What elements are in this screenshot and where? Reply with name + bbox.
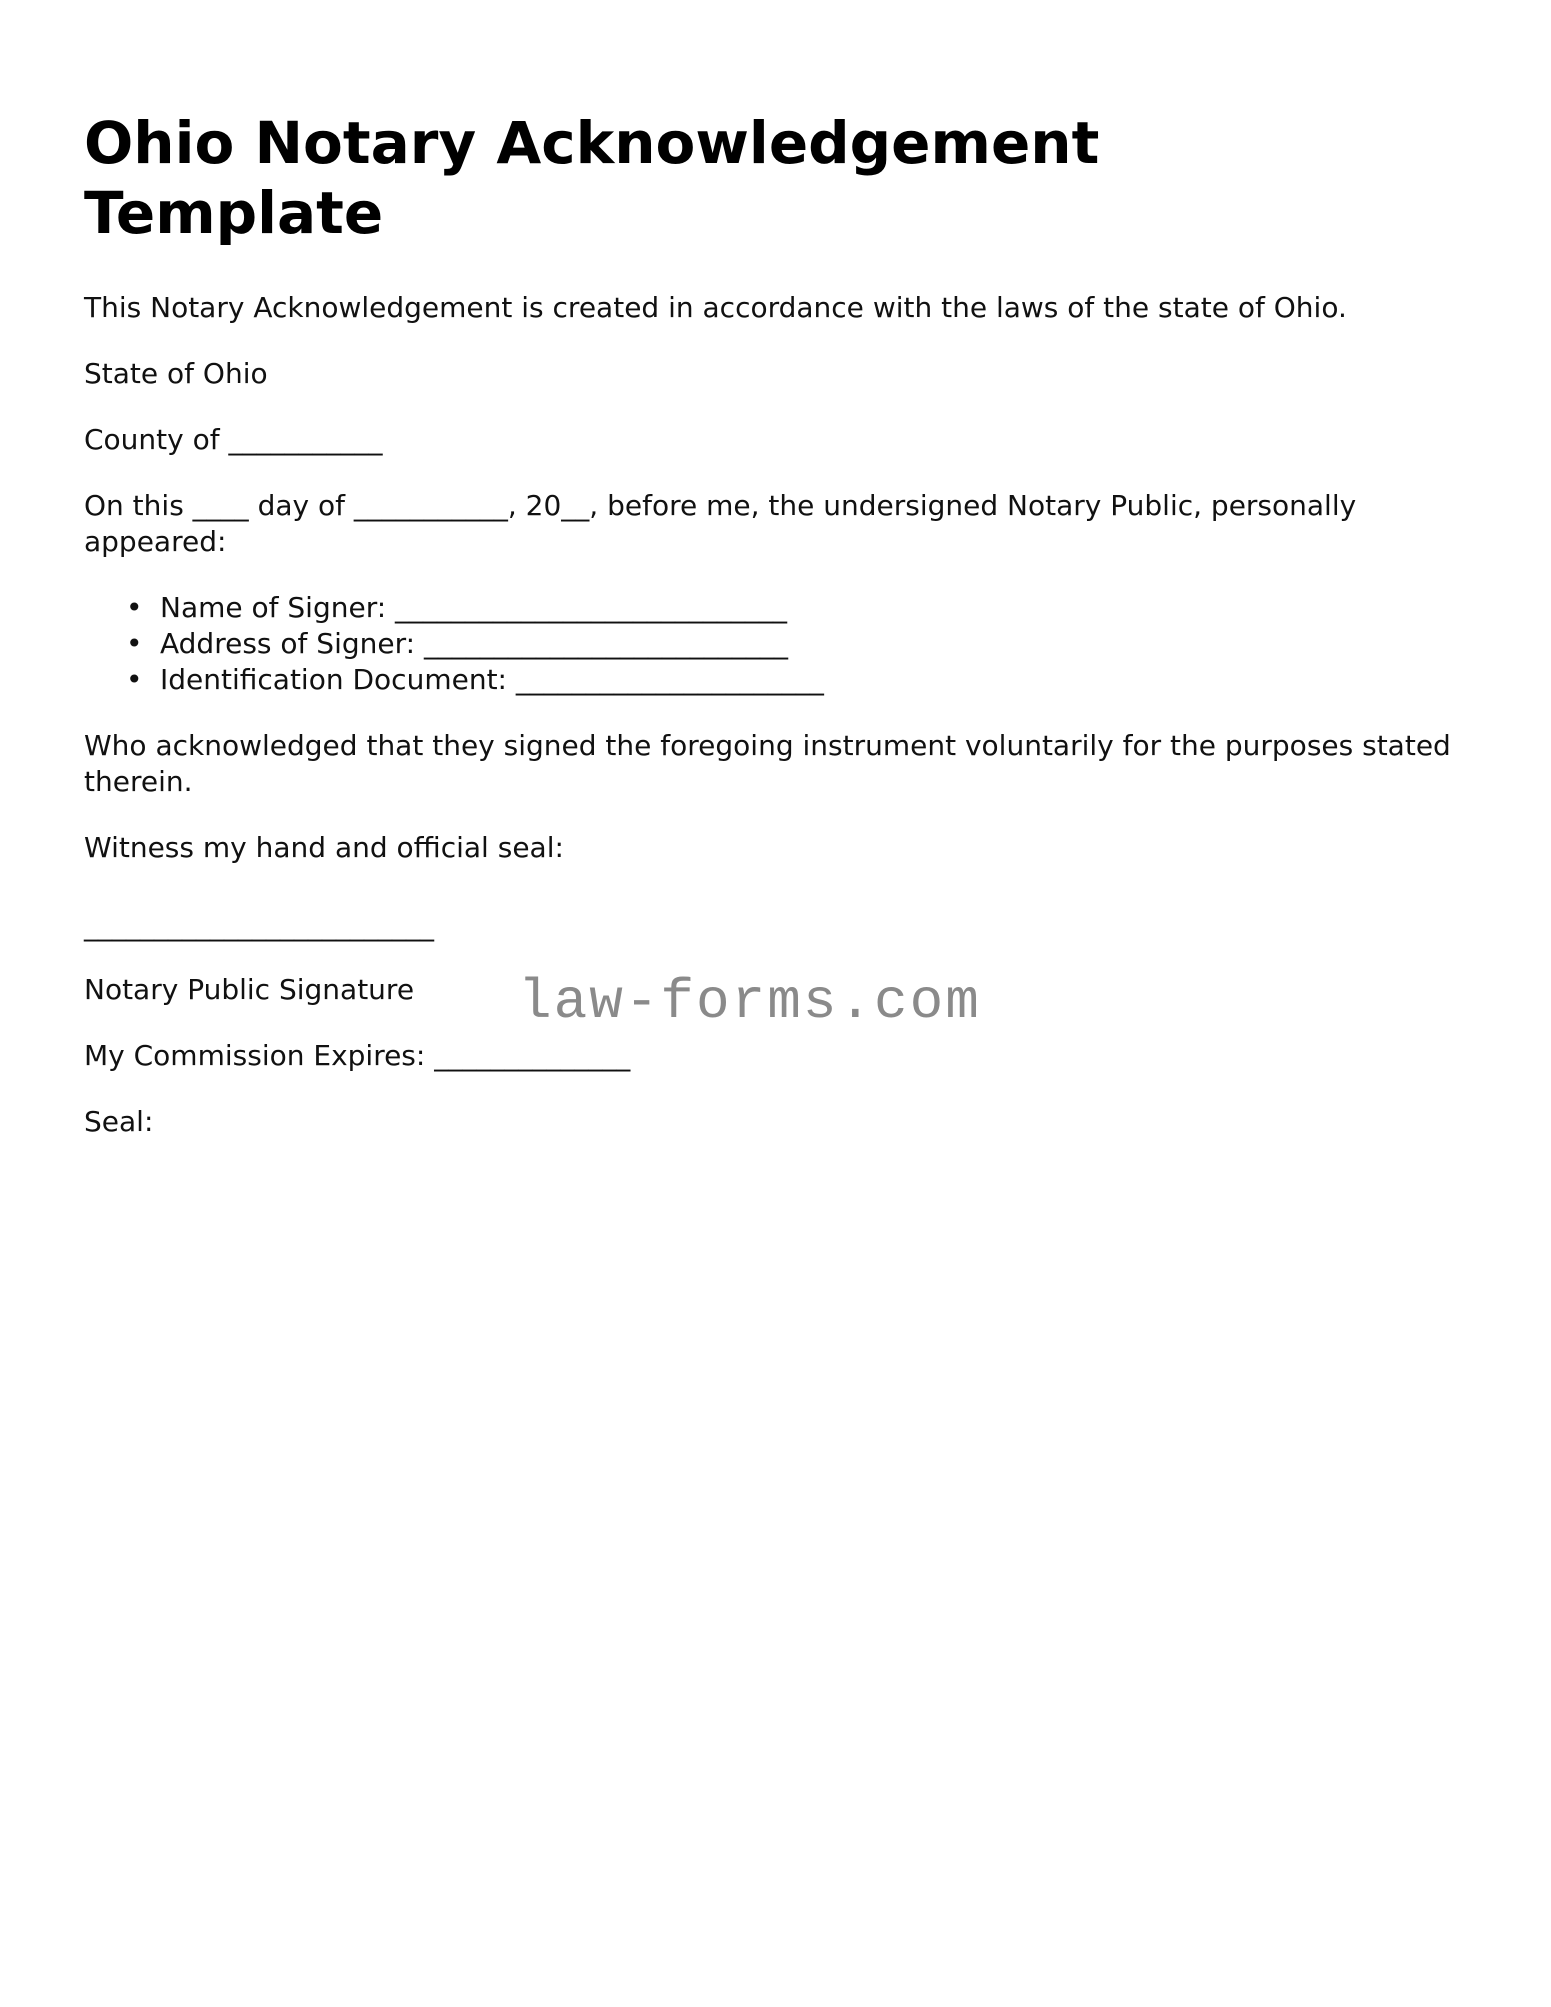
bullet-icon: • [126,663,143,696]
witness-line: Witness my hand and official seal: [84,831,564,864]
watermark: law-forms.com [518,970,981,1034]
acknowledgement-paragraph: Who acknowledged that they signed the foregoing instrument voluntarily for the purposes stated therein. [84,729,1451,798]
appearance-paragraph: On this ____ day of ___________, 20__, before me, the undersigned Notary Public, personally appeared: [84,489,1357,558]
signature-rule: _________________________ [84,909,434,942]
list-item [126,626,1484,662]
signature-caption: Notary Public Signature [84,973,415,1006]
state-line: State of Ohio [84,357,268,390]
signer-name-field: Name of Signer: ____________________________ [160,591,788,624]
bullet-icon: • [126,591,143,624]
document-title: Ohio Notary Acknowledgement Template [84,109,1100,247]
signer-fields-list [84,590,1484,698]
list-item [126,590,1484,626]
identification-document-field: Identification Document: ______________________ [160,663,824,696]
intro-paragraph: This Notary Acknowledgement is created in accordance with the laws of the state of Ohio. [84,291,1347,324]
signer-address-field: Address of Signer: __________________________ [160,627,788,660]
commission-expires-line: My Commission Expires: ______________ [84,1039,631,1072]
list-item [126,662,1484,698]
bullet-icon: • [126,627,143,660]
county-line: County of ___________ [84,423,383,456]
seal-label: Seal: [84,1105,154,1138]
